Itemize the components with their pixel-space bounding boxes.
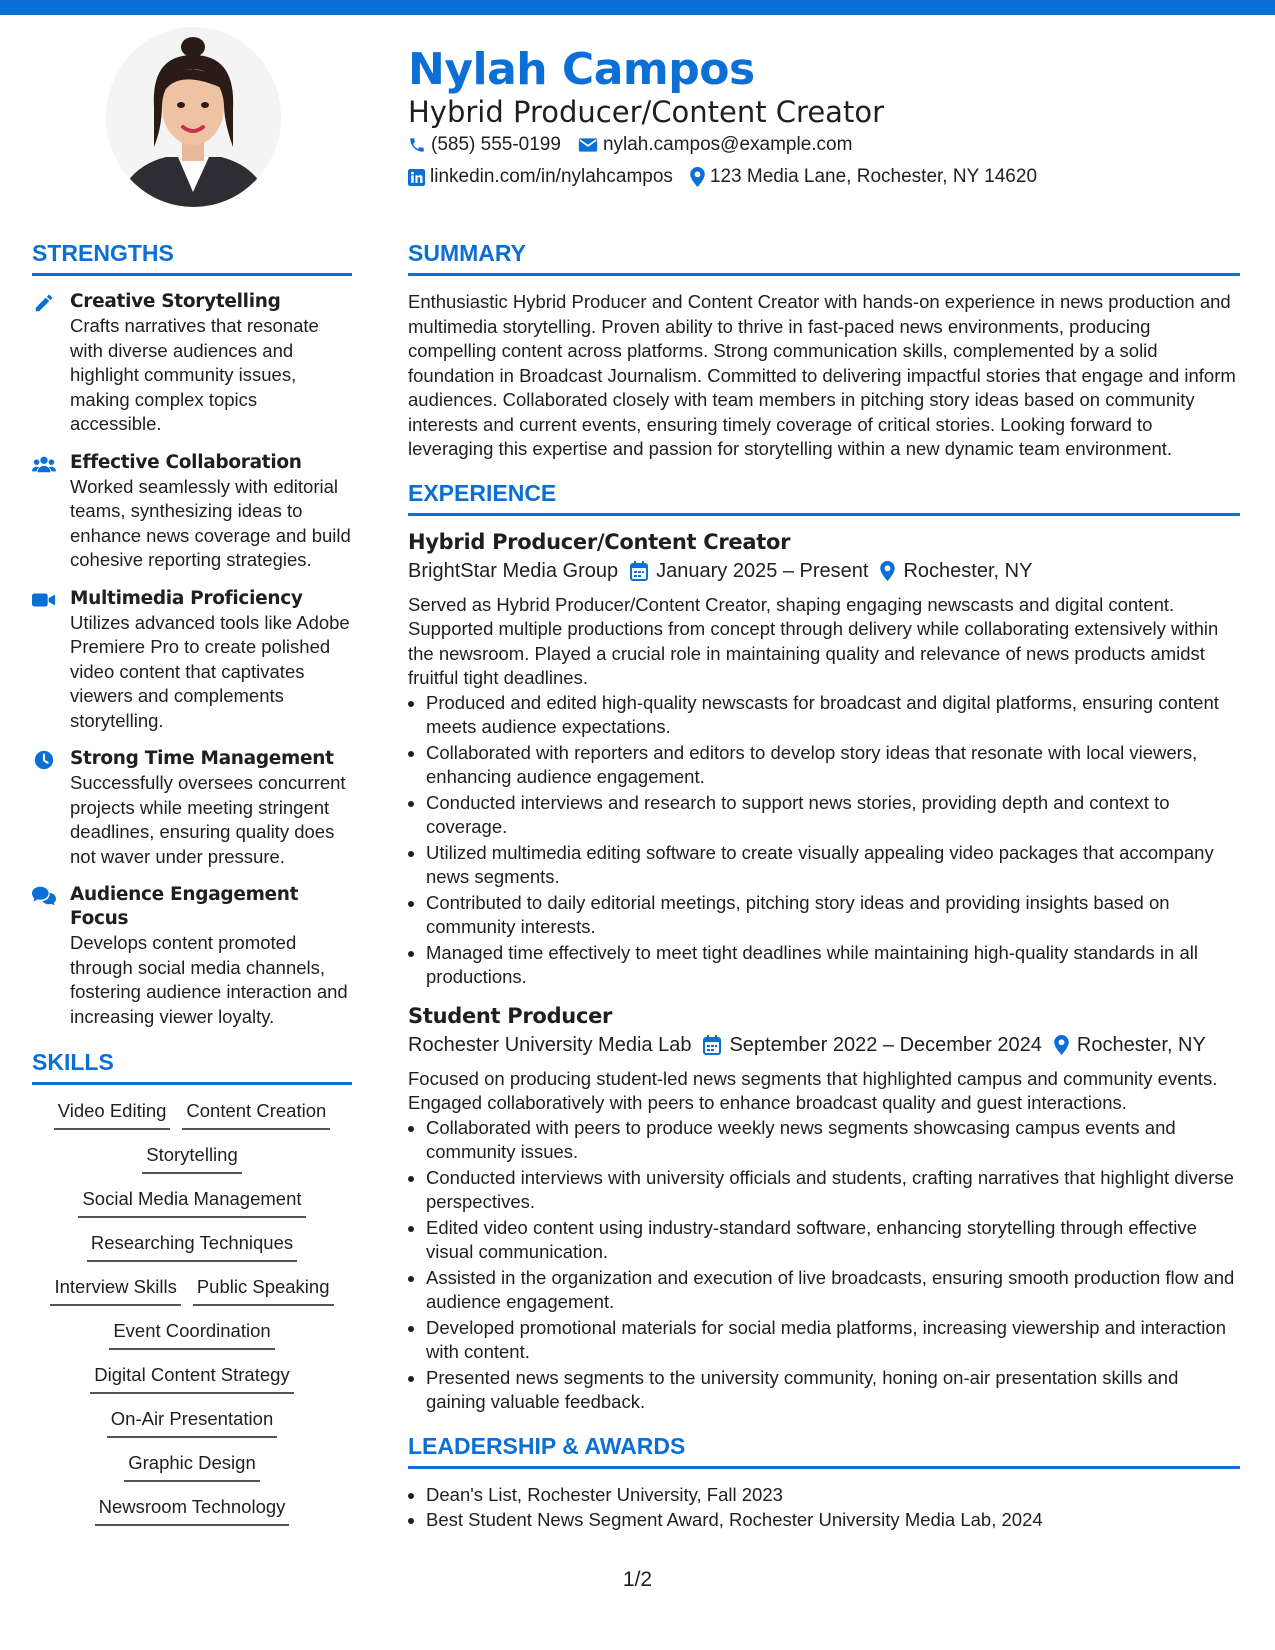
left-column [32, 240, 352, 1539]
strength-desc: Develops content promoted through social media channels, fostering audience interaction and increasing viewer loyalty. [70, 932, 348, 1027]
list-item: • Collaborated with reporters and editors to develop story ideas that resonate with local viewers, enhancing audience engagement. [426, 741, 1240, 790]
job-company: Rochester University Media Lab [408, 1033, 692, 1056]
experience-heading: EXPERIENCE [408, 480, 1240, 516]
awards-heading: LEADERSHIP & AWARDS [408, 1433, 1240, 1469]
strength-item [32, 883, 352, 1029]
contact-row-2 [408, 166, 1054, 188]
pencil-icon [32, 292, 56, 314]
job-dates-wrap [703, 1034, 1041, 1057]
phone-icon [408, 136, 426, 154]
skills-heading: SKILLS [32, 1049, 352, 1085]
skill-tag: Researching Techniques [87, 1231, 297, 1262]
job-entry [408, 1004, 1240, 1415]
list-item: • Best Student News Segment Award, Rochester University Media Lab, 2024 [426, 1508, 1240, 1533]
linkedin-icon [408, 169, 425, 186]
awards-list [408, 1483, 1240, 1533]
strength-item [32, 451, 352, 573]
list-item: • Dean's List, Rochester University, Fall 2023 [426, 1483, 1240, 1508]
strength-desc: Worked seamlessly with editorial teams, synthesizing ideas to enhance news coverage and build cohesive reporting strategies. [70, 475, 351, 570]
candidate-headline: Hybrid Producer/Content Creator [408, 95, 884, 129]
job-location-wrap [880, 560, 1032, 583]
strength-item [32, 587, 352, 734]
list-item: • Developed promotional materials for social media platforms, increasing viewership and interaction with content. [426, 1316, 1240, 1365]
skill-tag: Video Editing [54, 1099, 171, 1130]
email-contact[interactable] [578, 134, 853, 156]
phone-contact[interactable] [408, 134, 561, 156]
job-title: Student Producer [408, 1003, 613, 1028]
top-accent-bar [0, 0, 1275, 15]
list-item: • Collaborated with peers to produce weekly news segments showcasing campus events and community issues. [426, 1116, 1240, 1165]
job-location-wrap [1054, 1034, 1206, 1057]
chat-bubbles-icon [32, 885, 56, 907]
job-description: Focused on producing student-led news segments that highlighted campus and community events. Engaged collaboratively with peers to enhance broadcast quality and guest interactions. [408, 1067, 1218, 1113]
list-item: • Conducted interviews and research to support news stories, providing depth and context to coverage. [426, 791, 1240, 840]
calendar-icon [703, 1035, 721, 1055]
skill-tag: On-Air Presentation [107, 1407, 277, 1438]
strength-title: Strong Time Management [70, 748, 334, 769]
strength-title: Effective Collaboration [70, 451, 302, 473]
job-meta [408, 1034, 1240, 1057]
profile-photo [106, 27, 281, 207]
job-dates-wrap [630, 560, 868, 583]
list-item: • Contributed to daily editorial meetings, pitching story ideas and providing insights based on community interests. [426, 891, 1240, 940]
page-number: 1/2 [622, 1568, 653, 1591]
job-bullets [408, 691, 1240, 990]
job-dates: September 2022 – December 2024 [729, 1033, 1042, 1056]
strength-desc: Crafts narratives that resonate with diverse audiences and highlight community issues, making complex topics accessible. [70, 315, 319, 434]
list-item: • Assisted in the organization and execution of live broadcasts, ensuring smooth production flow and audience engagement. [426, 1266, 1240, 1315]
skill-tag: Storytelling [142, 1143, 242, 1174]
clock-icon [32, 749, 56, 771]
users-icon [32, 453, 56, 475]
skill-tag: Public Speaking [193, 1275, 334, 1306]
list-item: • Presented news segments to the university community, honing on-air presentation skills and gaining valuable feedback. [426, 1366, 1240, 1415]
job-bullets [408, 1116, 1240, 1415]
job-dates: January 2025 – Present [656, 559, 869, 582]
video-camera-icon [32, 589, 56, 611]
skill-tag: Interview Skills [50, 1275, 180, 1306]
map-pin-icon [1054, 1035, 1069, 1055]
map-pin-icon [880, 561, 895, 581]
strength-item [32, 290, 352, 437]
strength-title: Multimedia Proficiency [70, 587, 303, 609]
strength-title: Audience Engagement Focus [70, 884, 299, 929]
linkedin-contact[interactable] [408, 166, 673, 188]
job-location: Rochester, NY [1076, 1033, 1206, 1056]
strength-desc: Successfully oversees concurrent projects while meeting stringent deadlines, ensuring quality does not waver under pressure. [70, 772, 346, 867]
skill-tag: Event Coordination [109, 1319, 274, 1350]
strength-desc: Utilizes advanced tools like Adobe Premiere Pro to create polished video content that captivates viewers and complements storytelling. [70, 611, 350, 731]
map-pin-icon [690, 167, 705, 187]
email-text: nylah.campos@example.com [602, 134, 853, 155]
linkedin-text: linkedin.com/in/nylahcampos [430, 166, 673, 187]
skill-tag: Graphic Design [124, 1451, 260, 1482]
skill-tag: Digital Content Strategy [90, 1363, 293, 1394]
right-column [408, 240, 1240, 1543]
strength-item [32, 747, 352, 869]
job-title: Hybrid Producer/Content Creator [408, 529, 791, 554]
candidate-name: Nylah Campos [408, 44, 755, 95]
contact-row-1 [408, 134, 869, 156]
job-description: Served as Hybrid Producer/Content Creator, shaping engaging newscasts and digital content. Supported multiple productions from concept through delivery while collaborating extensively within the newsroom. Played a crucial role in maintaining quality and relevance of news products amidst fruitful tight deadlines. [408, 593, 1219, 688]
phone-text: (585) 555-0199 [431, 134, 561, 155]
address-contact [690, 166, 1037, 188]
job-meta [408, 560, 1240, 583]
summary-heading: SUMMARY [408, 240, 1240, 276]
envelope-icon [578, 137, 598, 153]
list-item: • Utilized multimedia editing software to create visually appealing video packages that accompany news segments. [426, 841, 1240, 890]
skill-tag: Newsroom Technology [95, 1495, 290, 1526]
address-text: 123 Media Lane, Rochester, NY 14620 [709, 166, 1038, 187]
skill-tag: Content Creation [182, 1099, 330, 1130]
job-location: Rochester, NY [903, 559, 1033, 582]
list-item: • Produced and edited high-quality newscasts for broadcast and digital platforms, ensuring content meets audience expectations. [426, 691, 1240, 740]
list-item: • Managed time effectively to meet tight deadlines while maintaining high-quality standards in all productions. [426, 941, 1240, 990]
summary-text: Enthusiastic Hybrid Producer and Content Creator with hands-on experience in news production and multimedia storytelling. Proven ability to thrive in fast-paced news environments, producing compelling content across platforms. Strong communication skills, complemented by a solid foundation in Broadcast Journalism. Committed to delivering impactful stories that engage and inform audiences. Collaborated closely with team members in pitching story ideas based on community interests and current events, ensuring timely coverage of critical stories. Looking forward to leveraging this expertise and passion for storytelling within a new dynamic team environment. [408, 291, 1236, 459]
list-item: • Edited video content using industry-standard software, enhancing storytelling through effective visual communication. [426, 1216, 1240, 1265]
strength-title: Creative Storytelling [70, 291, 281, 312]
job-company: BrightStar Media Group [408, 559, 619, 582]
calendar-icon [630, 561, 648, 581]
skills-list [32, 1099, 352, 1527]
job-entry [408, 530, 1240, 990]
skill-tag: Social Media Management [78, 1187, 305, 1218]
strengths-heading: STRENGTHS [32, 240, 352, 276]
list-item: • Conducted interviews with university officials and students, crafting narratives that highlight diverse perspectives. [426, 1166, 1240, 1215]
